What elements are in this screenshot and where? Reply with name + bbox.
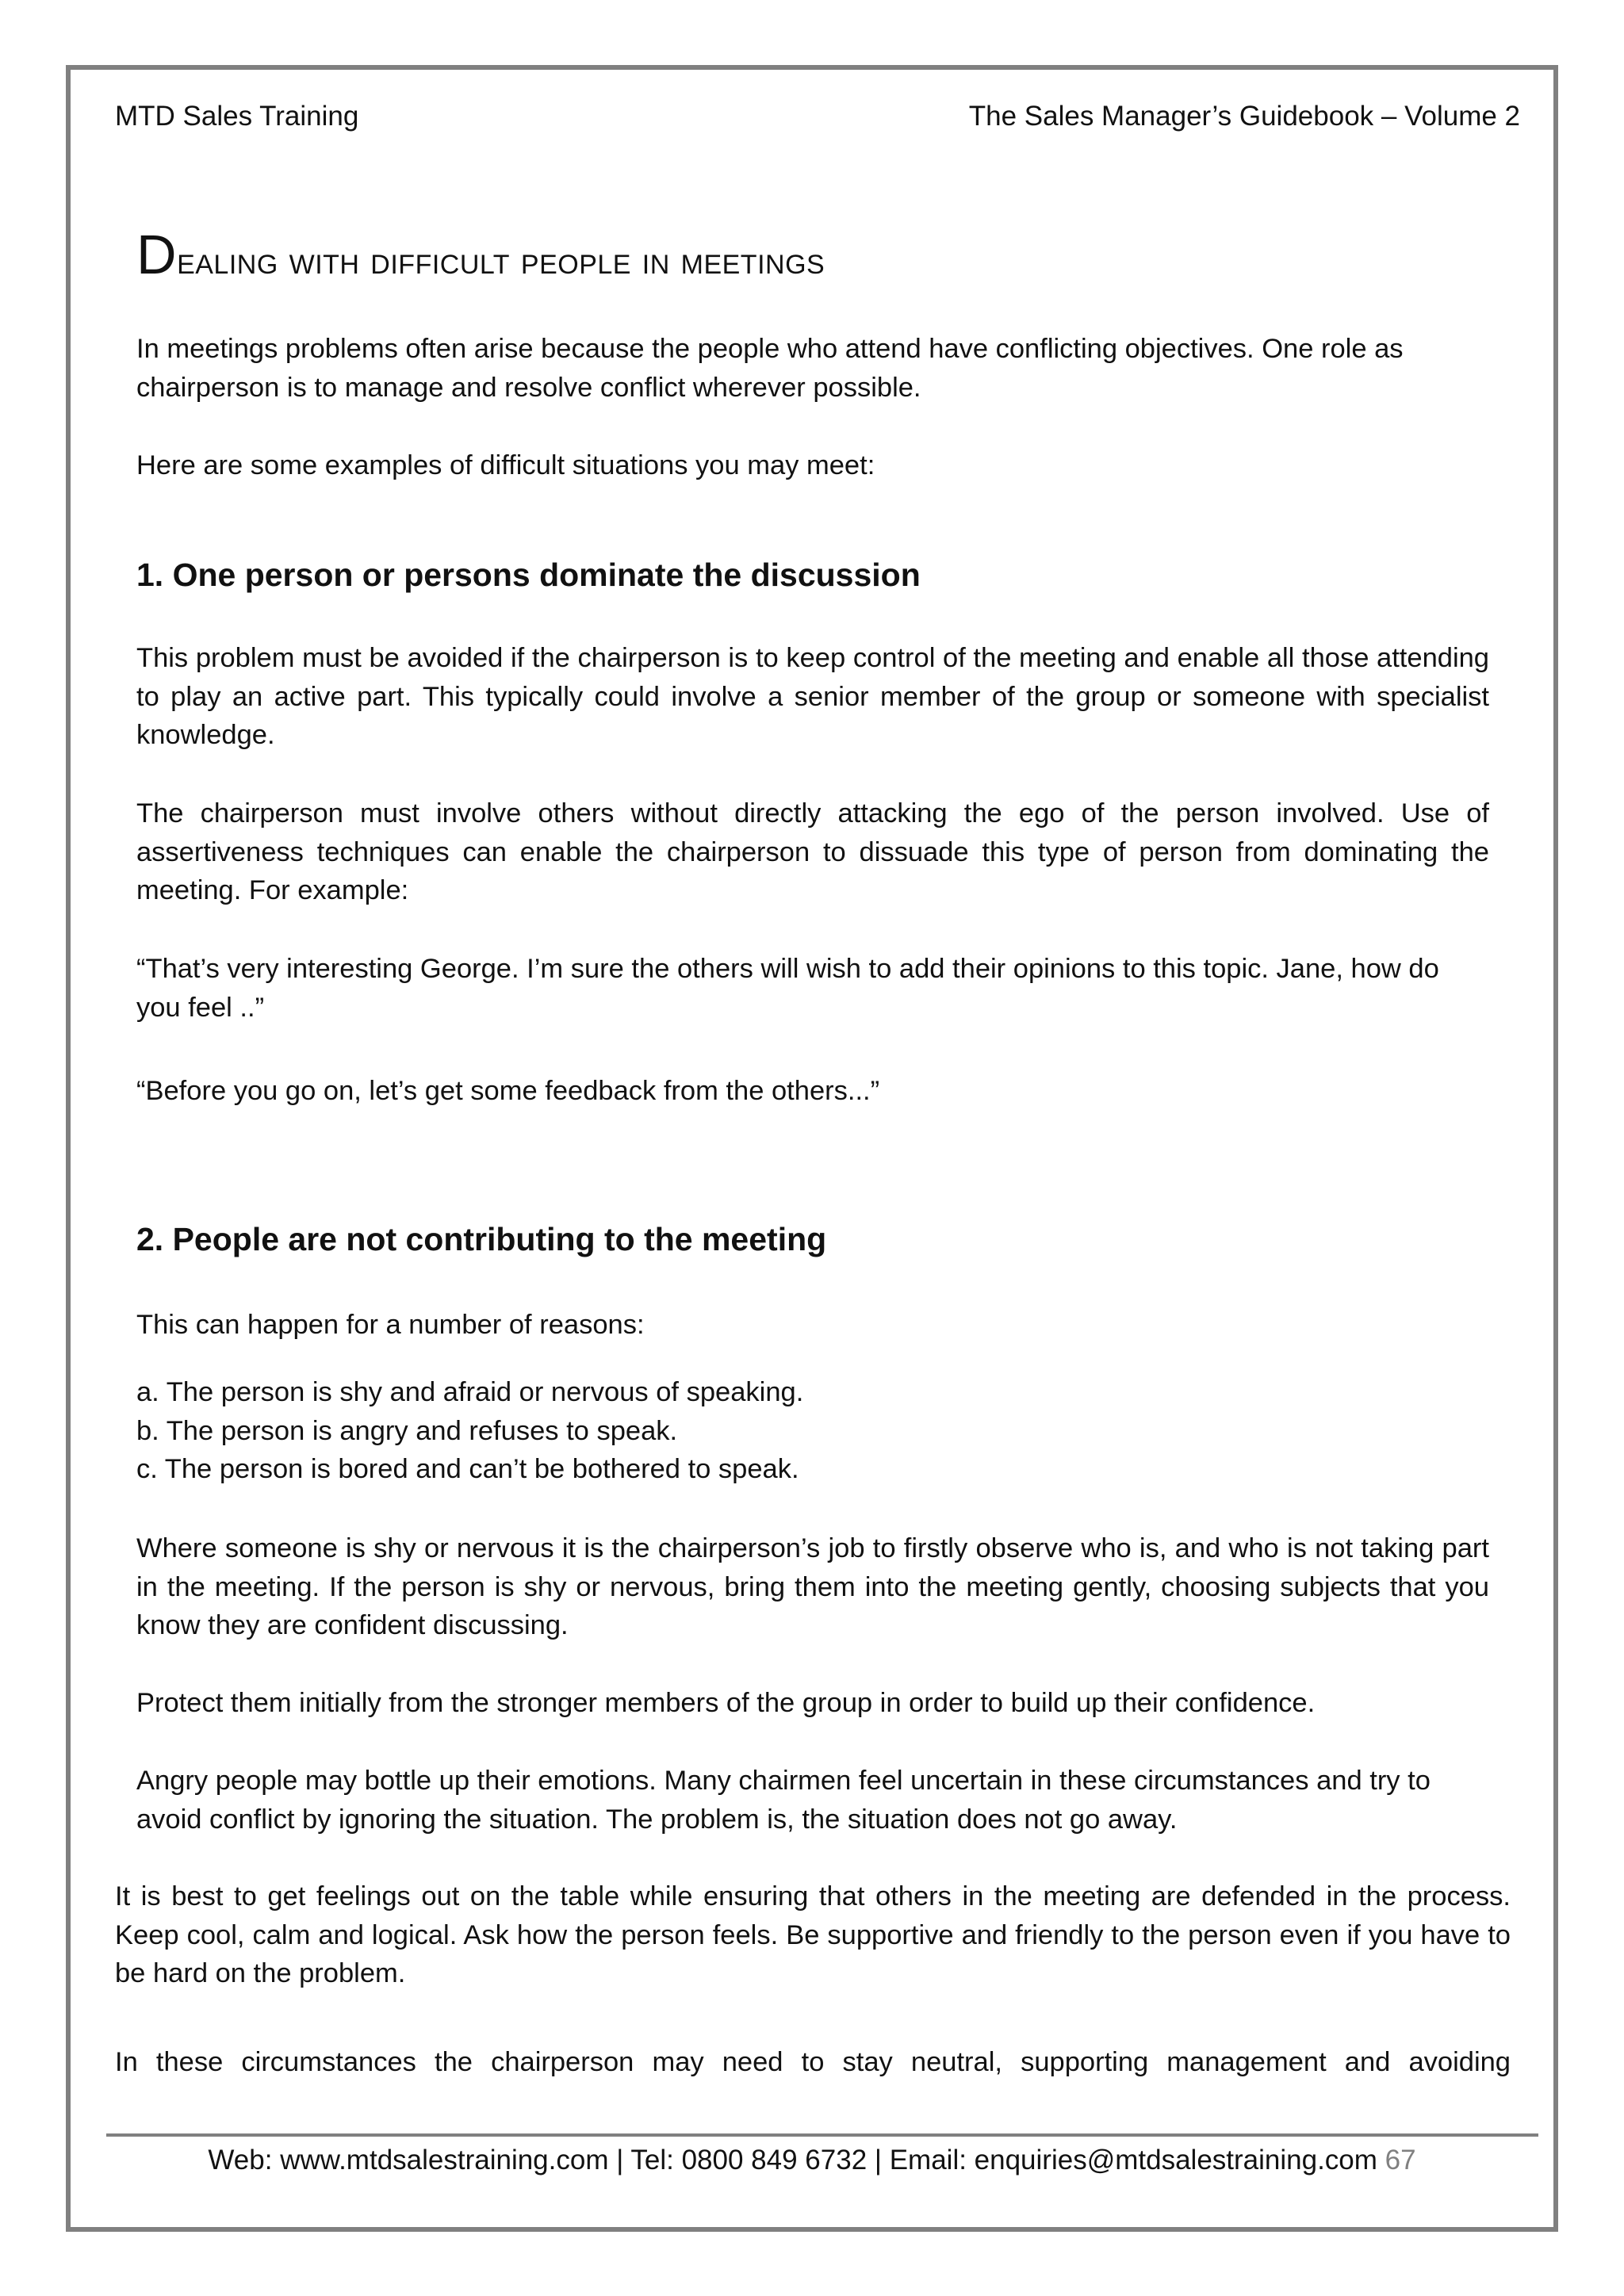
section2-intro: This can happen for a number of reasons: [136,1310,645,1340]
page-number: 67 [1385,2145,1416,2175]
section2-paragraph-3: Angry people may bottle up their emotions. Many chairmen feel uncertain in these circumstances and try to avoid conflict by ignoring the situation. The problem is, the situation does not go away. [136,1766,1431,1835]
section1-paragraph-1: This problem must be avoided if the chairperson is to keep control of the meeting and enable all those attending to play an active part. This typically could involve a senior member of the group or someone with specialist knowledge. [136,643,1489,750]
title-first-letter: D [136,224,178,285]
footer-divider [106,2133,1538,2137]
list-item: c. The person is bored and can’t be bothered to speak. [136,1454,799,1484]
section2-paragraph-4: It is best to get feelings out on the table while ensuring that others in the meeting are defended in the process. Keep cool, calm and logical. Ask how the person feels. Be supportive and friendly to the person even if you have to be hard on the problem. [115,1881,1511,1988]
section1-quote-2: “Before you go on, let’s get some feedback from the others...” [136,1076,880,1106]
page-title [136,224,825,292]
reasons-list [136,1373,1489,1489]
list-item: b. The person is angry and refuses to speak. [136,1415,678,1446]
intro-paragraph-1: In meetings problems often arise because the people who attend have conflicting objectives. One role as chairperson is to manage and resolve conflict wherever possible. [136,334,1404,403]
section1-quote-1: “That’s very interesting George. I’m sure the others will wish to add their opinions to this topic. Jane, how do you feel ..” [136,954,1439,1023]
header-book-title: The Sales Manager’s Guidebook – Volume 2 [968,101,1520,132]
intro-paragraph-2: Here are some examples of difficult situations you may meet: [136,450,875,480]
section2-paragraph-5: In these circumstances the chairperson may need to stay neutral, supporting management and avoiding [115,2047,1511,2077]
list-item: a. The person is shy and afraid or nervous of speaking. [136,1377,804,1407]
footer-contact: Web: www.mtdsalestraining.com | Tel: 0800 849 6732 | Email: enquiries@mtdsalestraining.com [208,2145,1377,2175]
header-company: MTD Sales Training [115,101,359,132]
section2-paragraph-2: Protect them initially from the stronger members of the group in order to build up their confidence. [136,1688,1316,1718]
title-rest: ealing with difficult people in meetings [177,240,825,282]
section1-paragraph-2: The chairperson must involve others without directly attacking the ego of the person involved. Use of assertiveness techniques can enable the chairperson to dissuade this type of person from dominating the meeting. For example: [136,798,1489,905]
section2-heading: 2. People are not contributing to the meeting [136,1221,827,1257]
footer [0,2143,1624,2178]
section1-heading: 1. One person or persons dominate the discussion [136,557,921,593]
section2-paragraph-1: Where someone is shy or nervous it is the chairperson’s job to firstly observe who is, and who is not taking part in the meeting. If the person is shy or nervous, bring them into the meeting gently, choosing subjects that you know they are confident discussing. [136,1533,1489,1640]
